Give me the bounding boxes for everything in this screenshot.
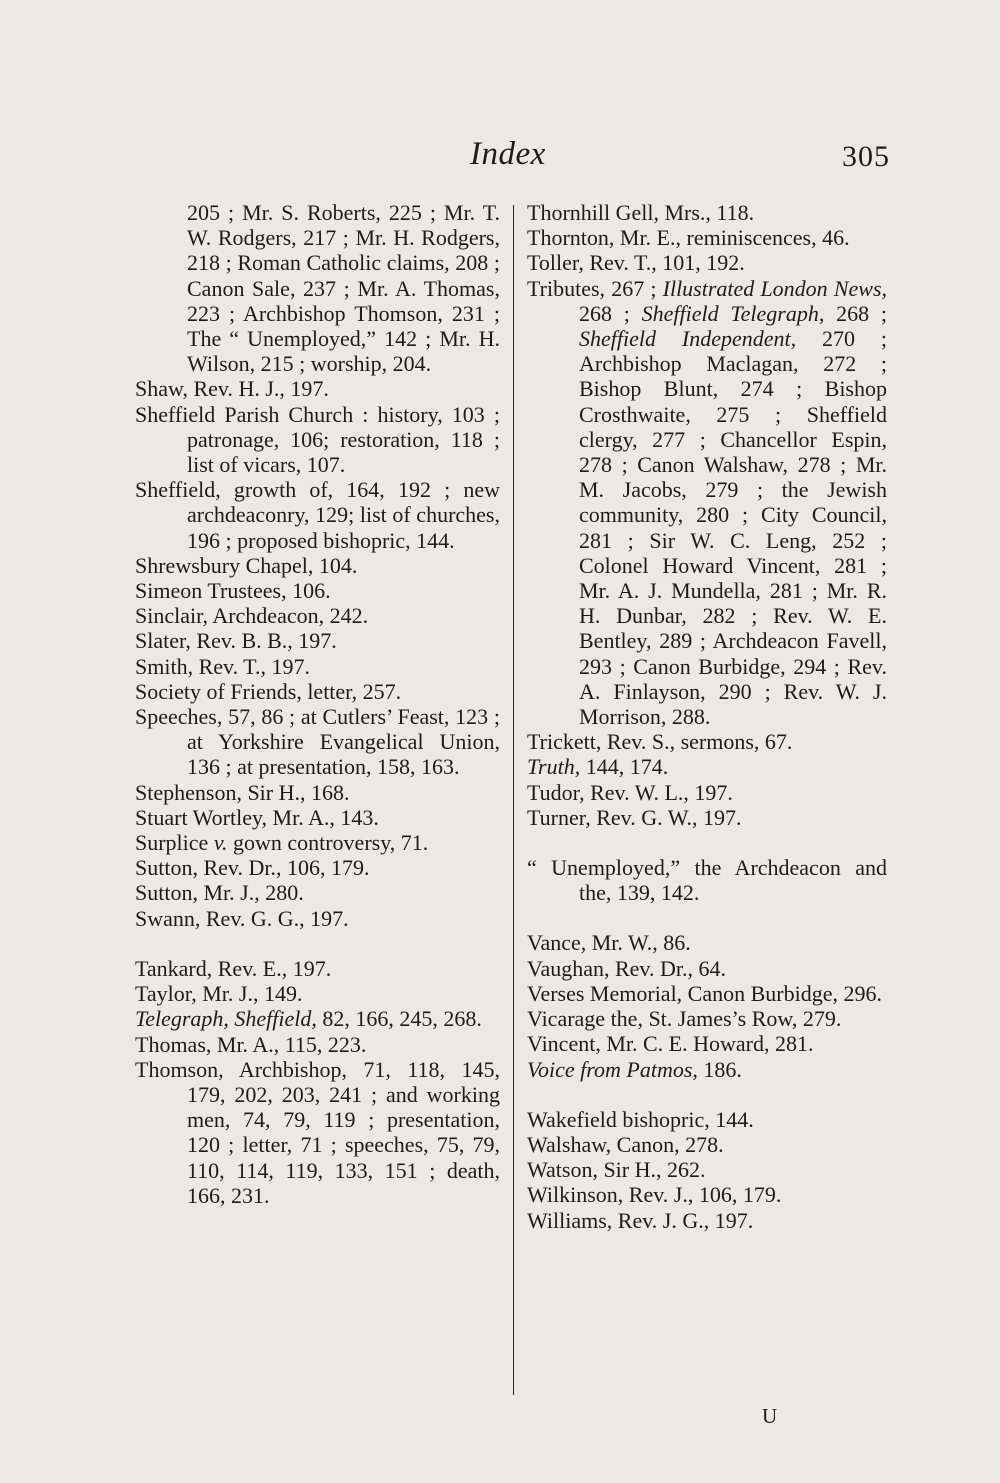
index-entry-text: Turner, Rev. G. W., 197. (527, 804, 742, 830)
index-entry-text: Trickett, Rev. S., sermons, 67. (527, 729, 793, 755)
letter-group-gap (527, 905, 887, 930)
index-entry-text: Tudor, Rev. W. L., 197. (527, 779, 733, 805)
index-entry-text: 186. (697, 1056, 742, 1082)
index-entry-italic-text: Truth, (527, 754, 581, 780)
index-entry-italic-text: Telegraph, Sheffield, (135, 1006, 317, 1032)
index-entry-text: Swann, Rev. G. G., 197. (135, 905, 349, 931)
index-entry (135, 679, 500, 704)
index-entry-text: Vincent, Mr. C. E. Howard, 281. (527, 1031, 814, 1057)
index-entry-italic-text: Illustrated London News, (662, 275, 888, 301)
index-entry (527, 855, 887, 905)
index-entry (527, 200, 887, 225)
index-entry-text: Shrewsbury Chapel, 104. (135, 552, 358, 578)
index-entry-text: Vaughan, Rev. Dr., 64. (527, 955, 726, 981)
index-entry (527, 276, 887, 730)
index-entry-text: 82, 166, 245, 268. (316, 1006, 482, 1032)
index-entry (135, 628, 500, 653)
index-entry-text: gown controversy, 71. (227, 830, 429, 856)
column-divider (513, 205, 514, 1395)
index-entry (135, 376, 500, 401)
index-entry (135, 805, 500, 830)
index-entry-text: Tankard, Rev. E., 197. (135, 955, 332, 981)
index-entry-text: 144, 174. (580, 754, 669, 780)
index-entry (135, 855, 500, 880)
index-entry-text: Speeches, 57, 86 ; at Cutlers’ Feast, 123 ; at Yorkshire Evangelical Union, 136 ; at presentation, 158, 163. (135, 704, 500, 780)
index-entry-text: Toller, Rev. T., 101, 192. (527, 250, 745, 276)
index-entry-text: Slater, Rev. B. B., 197. (135, 628, 337, 654)
page-number: 305 (842, 140, 890, 173)
index-entry (135, 477, 500, 553)
index-column-right (527, 200, 887, 1233)
index-entry (527, 1132, 887, 1157)
index-entry-text: Thornton, Mr. E., reminiscences, 46. (527, 225, 850, 251)
index-entry-text: Sheffield Parish Church : history, 103 ; patronage, 106; restoration, 118 ; list of vicars, 107. (135, 401, 500, 478)
index-column-left (135, 200, 500, 1208)
index-entry (135, 880, 500, 905)
letter-group-gap (135, 931, 500, 956)
index-entry (135, 704, 500, 780)
index-entry-text: 268 ; (824, 300, 887, 326)
index-entry-text: Shaw, Rev. H. J., 197. (135, 376, 329, 402)
index-entry-text: 205 ; Mr. S. Roberts, 225 ; Mr. T. W. Rodgers, 217 ; Mr. H. Rodgers, 218 ; Roman Catholic claims, 208 ; Canon Sale, 237 ; Mr. A. Thomas, 223 ; Archbishop Thomson, 231 ; The “ Unemployed,” 142 ; Mr. H. Wilson, 215 ; worship, 204. (187, 200, 500, 377)
index-entry-text: Thomson, Archbishop, 71, 118, 145, 179, 202, 203, 241 ; and working men, 74, 79, 119 ; presentation, 120 ; letter, 71 ; speeches, 75, 79, 110, 114, 119, 133, 151 ; death, 166, 231. (135, 1056, 500, 1208)
index-entry-continuation (135, 200, 500, 376)
index-entry (527, 250, 887, 275)
index-entry (527, 1182, 887, 1207)
running-title: Index (470, 136, 546, 172)
index-entry (527, 930, 887, 955)
index-entry-text: Sheffield, growth of, 164, 192 ; new archdeaconry, 129; list of churches, 196 ; proposed bishopric, 144. (135, 477, 500, 553)
index-entry (135, 956, 500, 981)
index-entry (135, 830, 500, 855)
index-entry-italic-text: Sheffield Independent, (579, 326, 797, 352)
index-entry-text: Sutton, Mr. J., 280. (135, 880, 304, 906)
index-entry (527, 225, 887, 250)
index-entry-text: Williams, Rev. J. G., 197. (527, 1207, 754, 1233)
index-entry (135, 981, 500, 1006)
index-entry-text: Surplice (135, 830, 214, 856)
index-entry (135, 603, 500, 628)
index-entry-text: Walshaw, Canon, 278. (527, 1131, 724, 1157)
index-entry (527, 956, 887, 981)
index-entry-text: Wakefield bishopric, 144. (527, 1106, 754, 1132)
letter-group-gap (527, 1082, 887, 1107)
index-entry (527, 1006, 887, 1031)
index-entry-text: Vance, Mr. W., 86. (527, 930, 691, 956)
index-entry (527, 805, 887, 830)
index-entry (527, 754, 887, 779)
index-entry-text: Watson, Sir H., 262. (527, 1157, 706, 1183)
index-entry (135, 1057, 500, 1208)
index-entry-text: Vicarage the, St. James’s Row, 279. (527, 1006, 842, 1032)
index-entry-text: 270 ; Archbishop Maclagan, 272 ; Bishop Blunt, 274 ; Bishop Crosthwaite, 275 ; Sheffield clergy, 277 ; Chancellor Espin, 278 ; Canon Walshaw, 278 ; Mr. M. Jacobs, 279 ; the Jewish community, 280 ; City Council, 281 ; Sir W. C. Leng, 252 ; Colonel Howard Vincent, 281 ; Mr. A. J. Mundella, 281 ; Mr. R. H. Dunbar, 282 ; Rev. W. E. Bentley, 289 ; Archdeacon Favell, 293 ; Canon Burbidge, 294 ; Rev. A. Finlayson, 290 ; Rev. W. J. Morrison, 288. (579, 326, 887, 730)
index-entry (527, 1031, 887, 1056)
index-entry-text: “ Unemployed,” the Archdeacon and the, 139, 142. (527, 855, 887, 906)
index-entry (135, 1032, 500, 1057)
index-entry-text: Sinclair, Archdeacon, 242. (135, 603, 369, 629)
index-entry (135, 780, 500, 805)
index-entry (527, 1157, 887, 1182)
index-entry (527, 1057, 887, 1082)
index-entry (135, 1006, 500, 1031)
index-entry (135, 578, 500, 603)
index-entry-text: Smith, Rev. T., 197. (135, 653, 310, 679)
index-entry-text: Stuart Wortley, Mr. A., 143. (135, 804, 379, 830)
index-entry (135, 654, 500, 679)
index-entry-text: Tributes, 267 ; (527, 275, 663, 301)
index-entry-text: Simeon Trustees, 106. (135, 578, 331, 604)
signature-mark: U (762, 1404, 778, 1428)
index-entry-text: Taylor, Mr. J., 149. (135, 981, 303, 1007)
index-entry-text: Sutton, Rev. Dr., 106, 179. (135, 855, 370, 881)
index-entry (527, 780, 887, 805)
index-entry-italic-text: Sheffield Telegraph, (641, 300, 825, 326)
index-entry-italic-text: Voice from Patmos, (527, 1056, 698, 1082)
index-entry (135, 553, 500, 578)
index-entry-text: Thornhill Gell, Mrs., 118. (527, 200, 755, 225)
index-entry (527, 981, 887, 1006)
letter-group-gap (527, 830, 887, 855)
index-entry-text: Society of Friends, letter, 257. (135, 678, 402, 704)
index-entry (527, 1208, 887, 1233)
index-entry (135, 402, 500, 478)
index-entry-italic-text: v. (213, 830, 228, 856)
index-entry (527, 729, 887, 754)
index-entry-text: Verses Memorial, Canon Burbidge, 296. (527, 980, 882, 1006)
index-entry-text: Thomas, Mr. A., 115, 223. (135, 1031, 367, 1057)
index-entry-text: 268 ; (579, 300, 642, 326)
index-entry-text: Stephenson, Sir H., 168. (135, 779, 350, 805)
index-entry-text: Wilkinson, Rev. J., 106, 179. (527, 1182, 782, 1208)
index-entry (135, 906, 500, 931)
index-entry (527, 1107, 887, 1132)
